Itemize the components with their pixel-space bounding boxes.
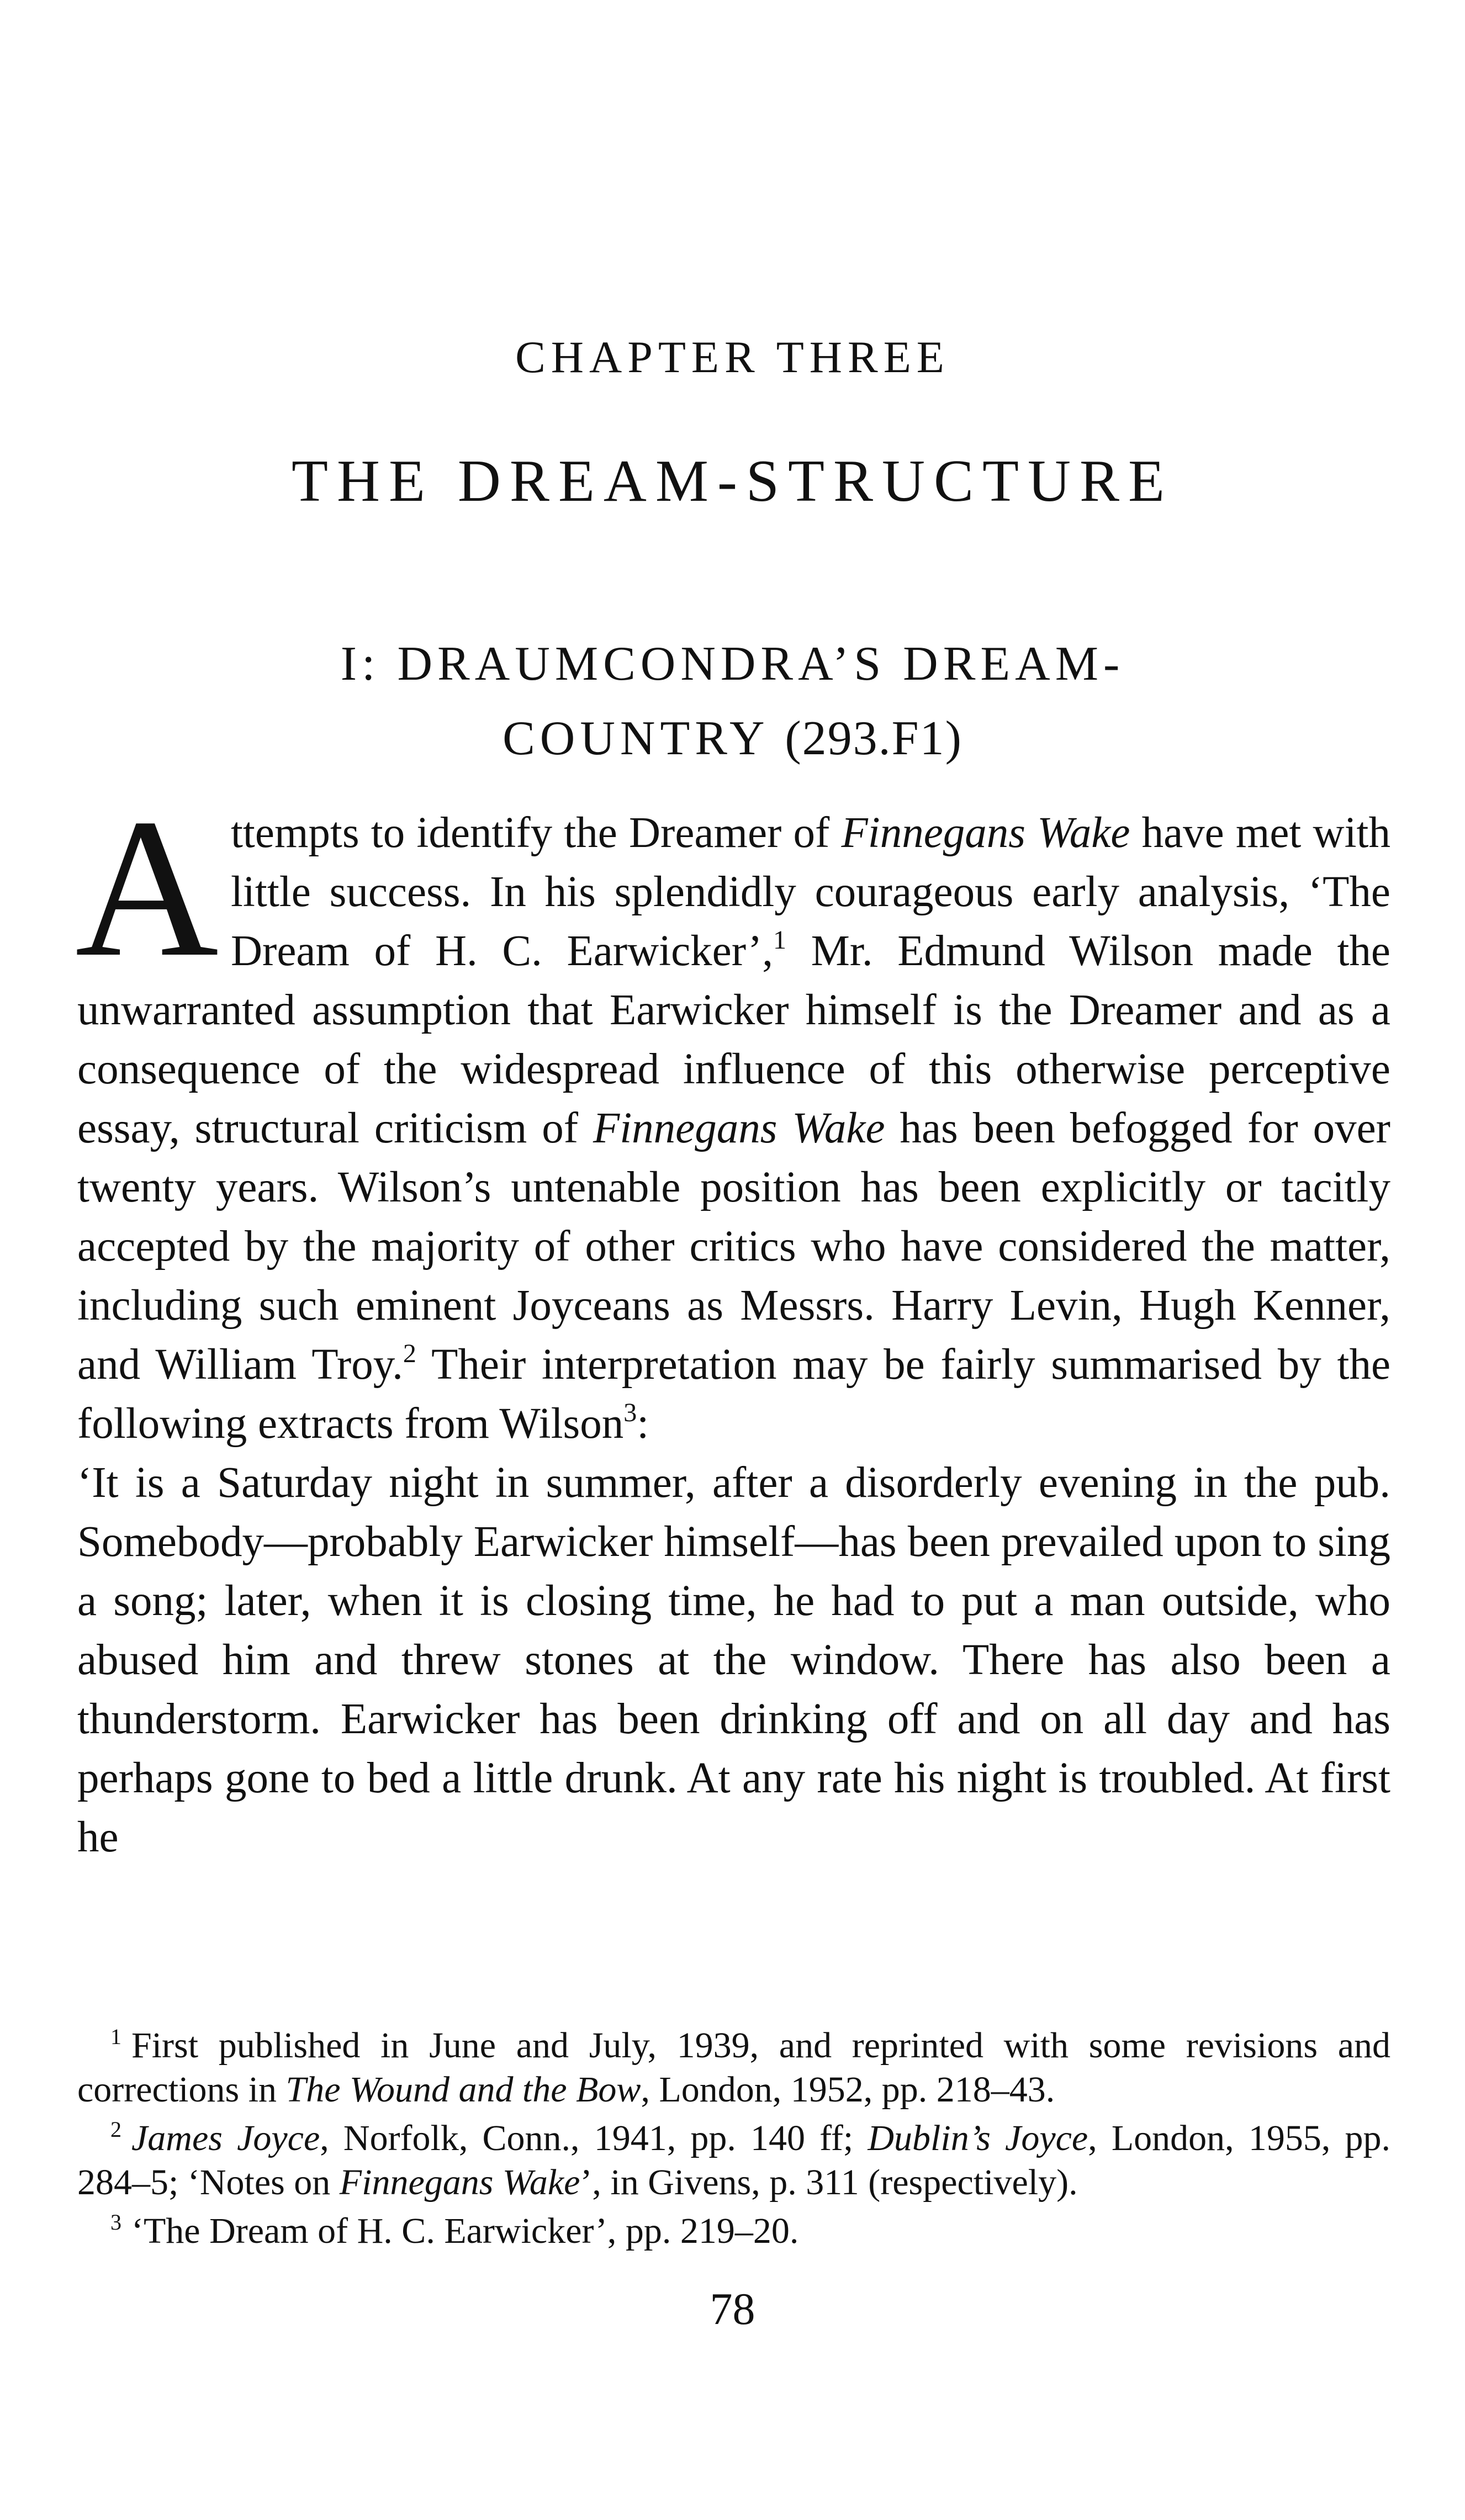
text-run: have met with little success. In his splendidly courageous early analysis, ‘The Dream of H. C. Earwicker’,	[230, 809, 1390, 975]
footnote-text: , London, 1952, pp. 218–43.	[641, 2069, 1055, 2110]
footnote-3	[77, 2209, 1390, 2253]
footnotes	[77, 2024, 1390, 2258]
footnote-text: First published in June and July, 1939, and reprinted with some revisions and corrections in	[77, 2025, 1390, 2110]
footnote-number: 1	[110, 2024, 121, 2049]
text-run: has been befogged for over twenty years. Wilson’s untenable position has been explicitly or tacitly accepted by the majority of other critics who have considered the matter, including such eminent Joyceans as Messrs. Harry Levin, Hugh Kenner, and William Troy.	[77, 1104, 1390, 1389]
body-text	[75, 777, 1391, 1867]
section-title-word: COUNTRY	[503, 712, 768, 765]
footnote-number: 3	[110, 2210, 121, 2235]
footnote-1	[77, 2024, 1390, 2112]
footnote-ref-2: 2	[403, 1339, 416, 1368]
footnote-text: ‘The Dream of H. C. Earwicker’, pp. 219–20.	[131, 2211, 799, 2251]
quotation: ‘It is a Saturday night in summer, after a disorderly evening in the pub. Somebody—probably Earwicker himself—has been prevailed upon to sing a song; later, when it is closing time, he had to put a man outside, who abused him and threw stones at the window. There has also been a thunderstorm. Earwicker has been drinking off and on all day and has perhaps gone to bed a little drunk. At any rate his night is troubled. At first he	[77, 1459, 1390, 1861]
book-title: Finnegans Wake	[841, 809, 1130, 857]
book-title: James Joyce	[131, 2118, 320, 2158]
text-run: ttempts to identify the Dreamer of	[230, 809, 842, 857]
book-title: Finnegans Wake	[339, 2162, 580, 2203]
footnote-ref-3: 3	[623, 1398, 637, 1427]
section-title-line1: I: DRAUMCONDRA’S DREAM-	[340, 637, 1125, 691]
footnote-text: , Norfolk, Conn., 1941, pp. 140 ff;	[320, 2118, 868, 2158]
text-run: Mr. Edmund Wilson made the unwarranted assumption that Earwicker himself is the Dreamer and as a consequence of the widespread influence of this otherwise perceptive essay, structural criticism of	[77, 927, 1390, 1152]
section-reference: (293.F1)	[785, 712, 962, 765]
footnote-ref-1: 1	[773, 925, 787, 955]
chapter-title: THE DREAM-STRUCTURE	[292, 448, 1173, 514]
book-title: Finnegans Wake	[593, 1104, 885, 1152]
book-title: The Wound and the Bow	[285, 2069, 641, 2110]
footnote-text: , London, 1955, pp. 284–5; ‘Notes on	[77, 2118, 1390, 2203]
footnote-2	[77, 2116, 1390, 2205]
footnote-number: 2	[110, 2117, 121, 2142]
chapter-label: CHAPTER THREE	[515, 332, 950, 382]
paragraph	[75, 777, 1391, 1453]
text-run: Their interpretation may be fairly summarised by the following extracts from Wilson	[77, 1341, 1391, 1448]
section-title-line2	[166, 701, 1299, 776]
footnote-text: ’, in Givens, p. 311 (respectively).	[580, 2162, 1078, 2203]
book-title: Dublin’s Joyce	[868, 2118, 1088, 2158]
section-title	[166, 627, 1299, 776]
drop-cap: A	[75, 777, 219, 998]
page-number: 78	[710, 2284, 755, 2334]
text-run: :	[637, 1400, 649, 1448]
